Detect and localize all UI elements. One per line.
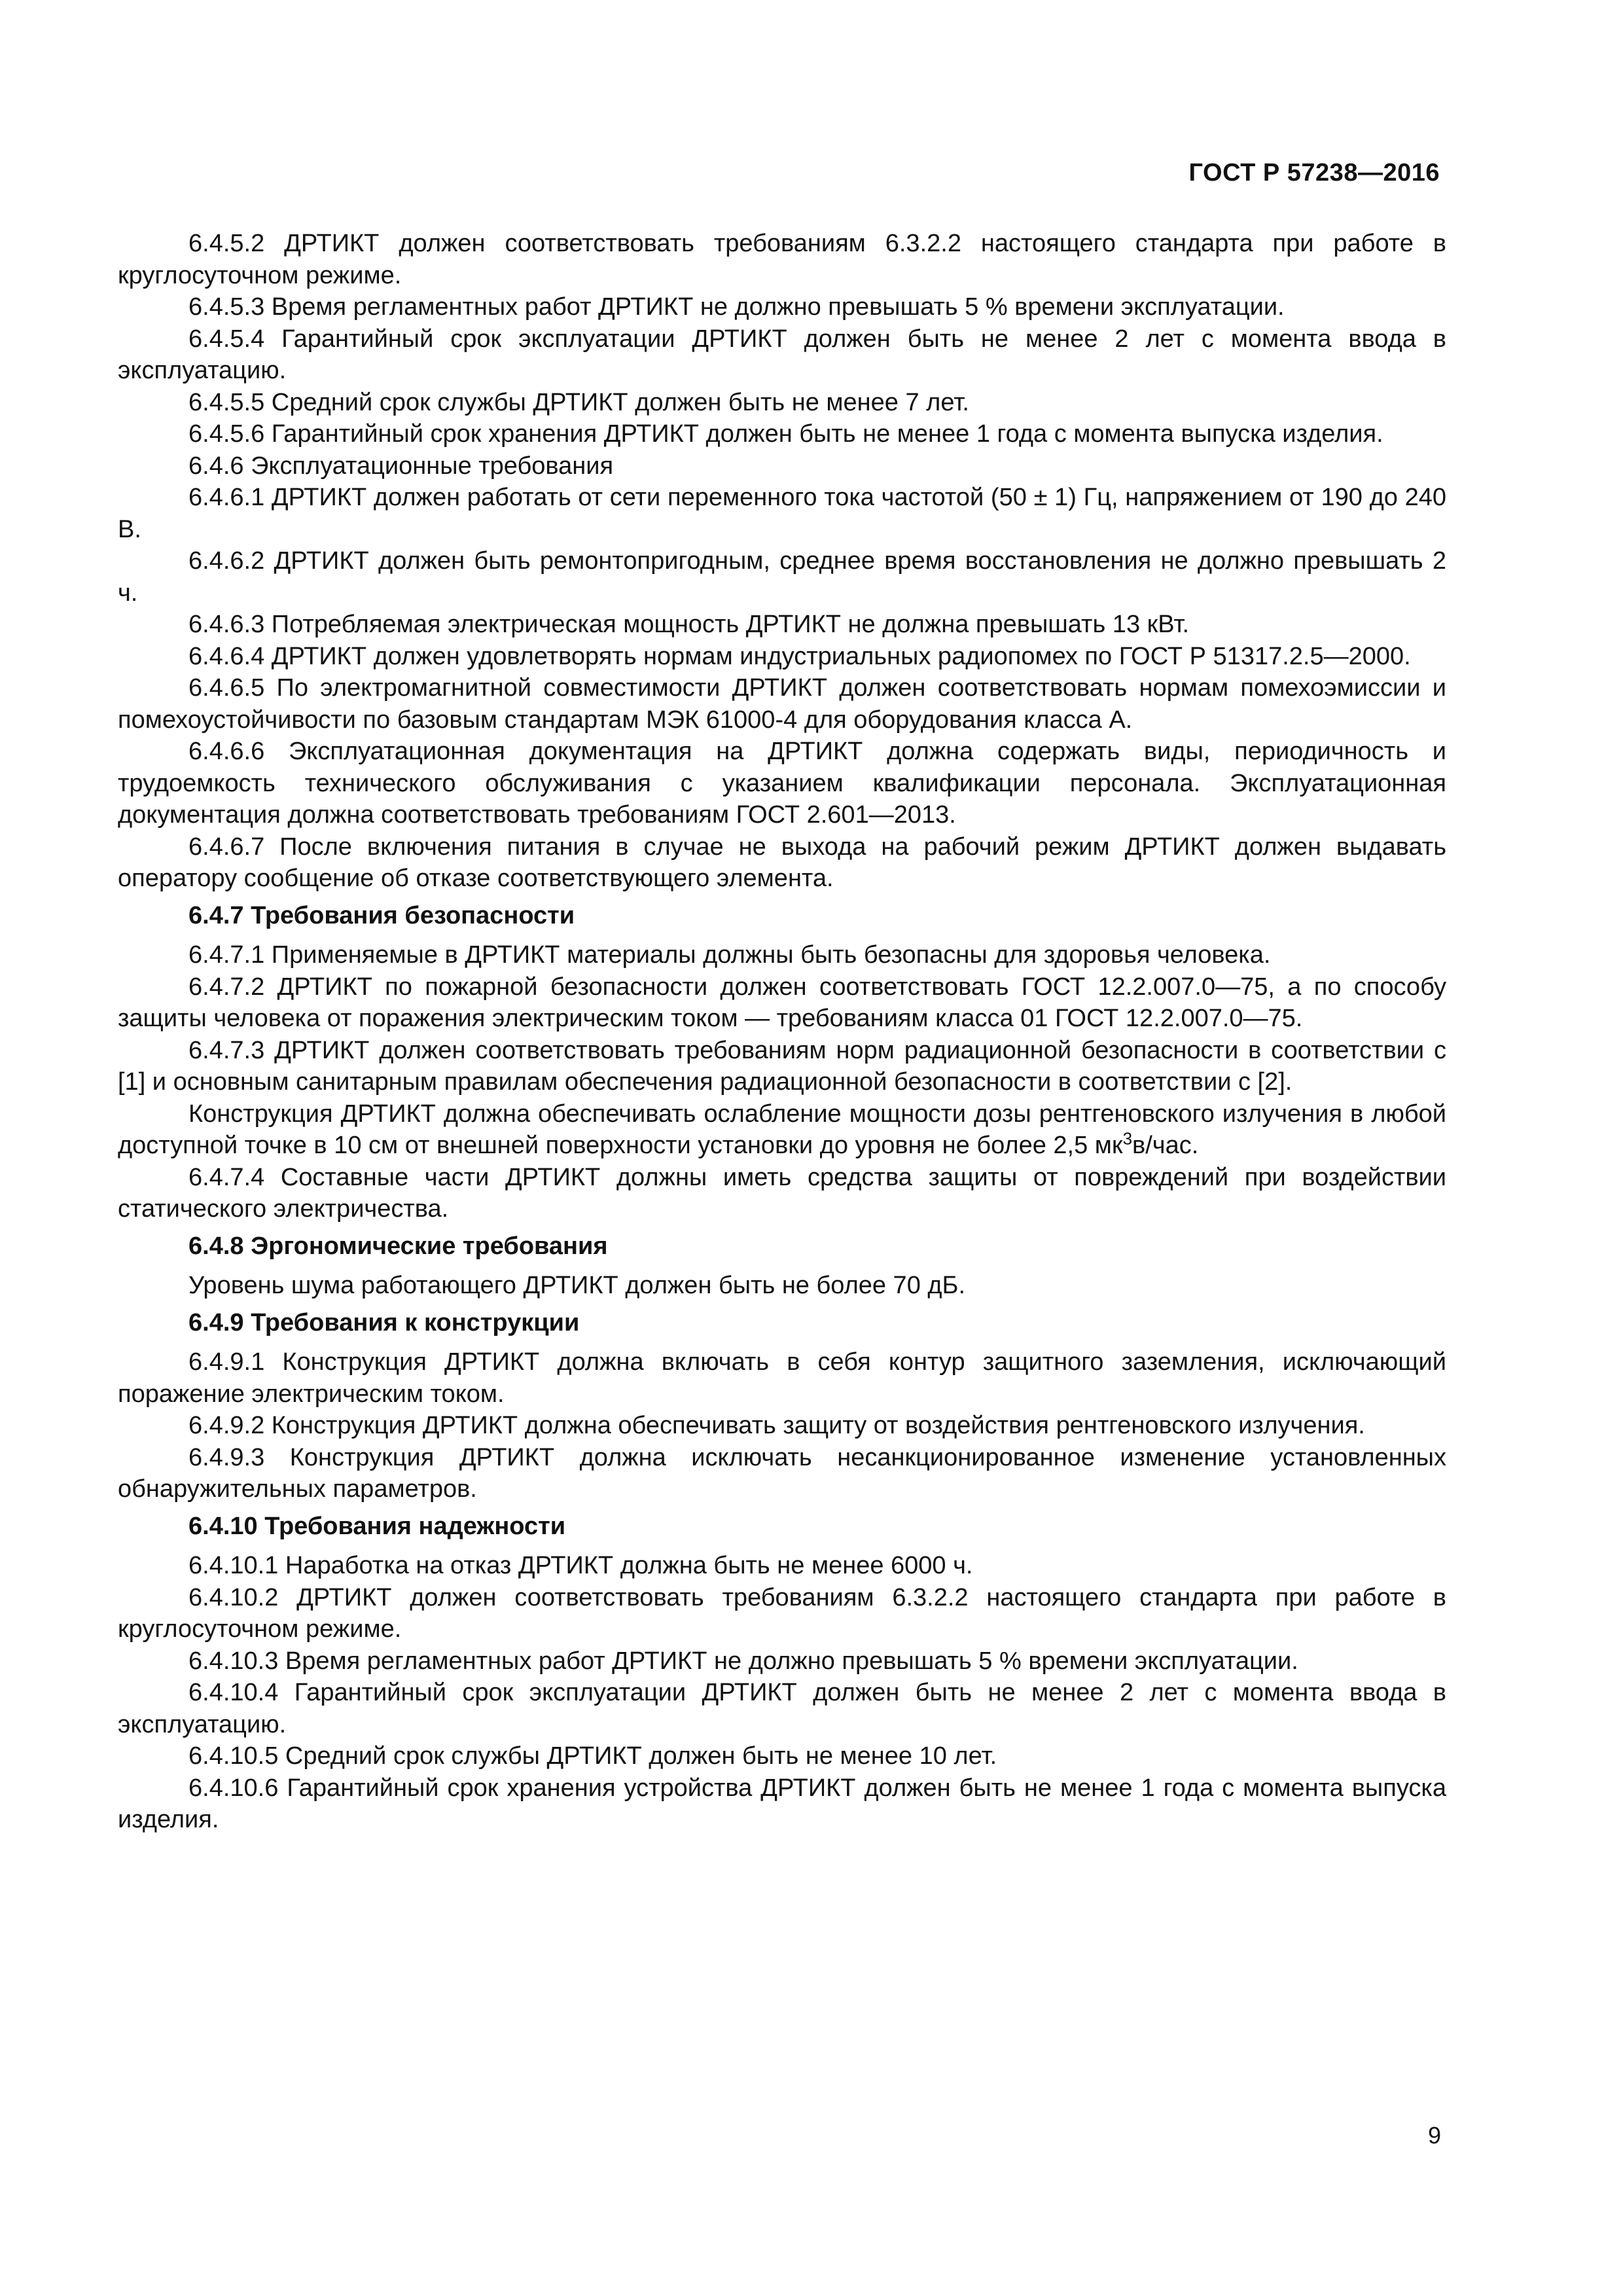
clause-6-4-6-5: 6.4.6.5 По электромагнитной совместимости ДРТИКТ должен соответствовать нормам помехоэмиссии и помехоустойчивости по базовым стандартам МЭК 61000-4 для оборудования класса А. [118,674,1446,734]
clause-6-4-6-4: 6.4.6.4 ДРТИКТ должен удовлетворять нормам индустриальных радиопомех по ГОСТ Р 51317.2.5—2000. [188,642,1411,670]
clause-6-4-10-6: 6.4.10.6 Гарантийный срок хранения устройства ДРТИКТ должен быть не менее 1 года с момента выпуска изделия. [118,1774,1446,1833]
clause-6-4-6-6: 6.4.6.6 Эксплуатационная документация на ДРТИКТ должна содержать виды, периодичность и трудоемкость технического обслуживания с указанием квалификации персонала. Эксплуатационная документация должна соответствовать требованиям ГОСТ 2.601—2013. [118,738,1446,829]
clause-6-4-6-1: 6.4.6.1 ДРТИКТ должен работать от сети переменного тока частотой (50 ± 1) Гц, напряжением от 190 до 240 В. [118,484,1446,543]
section-heading-safety: 6.4.7 Требования безопасности [188,901,575,929]
clause-6-4-10-5: 6.4.10.5 Средний срок службы ДРТИКТ должен быть не менее 10 лет. [188,1742,997,1770]
clause-6-4-7-4: 6.4.7.4 Составные части ДРТИКТ должны иметь средства защиты от повреждений при воздействии статического электричества. [118,1163,1446,1223]
clause-6-4-7-2: 6.4.7.2 ДРТИКТ по пожарной безопасности должен соответствовать ГОСТ 12.2.007.0—75, а по способу защиты человека от поражения электрическим током — требованиям класса 01 ГОСТ 12.2.007.0—75. [118,973,1446,1032]
clause-6-4-5-4: 6.4.5.4 Гарантийный срок эксплуатации ДРТИКТ должен быть не менее 2 лет с момента ввода в эксплуатацию. [118,325,1446,384]
standard-designation: ГОСТ Р 57238—2016 [1188,159,1440,187]
clause-6-4-7-1: 6.4.7.1 Применяемые в ДРТИКТ материалы должны быть безопасны для здоровья человека. [188,941,1271,969]
clause-6-4-6-title: 6.4.6 Эксплуатационные требования [188,452,614,480]
section-heading-reliability: 6.4.10 Требования надежности [188,1512,566,1540]
clause-6-4-9-1: 6.4.9.1 Конструкция ДРТИКТ должна включать в себя контур защитного заземления, исключающий поражение электрическим током. [118,1348,1446,1408]
section-heading-ergonomics: 6.4.8 Эргономические требования [188,1232,608,1260]
clause-6-4-7-3: 6.4.7.3 ДРТИКТ должен соответствовать требованиям норм радиационной безопасности в соответствии с [1] и основным санитарным правилам обеспечения радиационной безопасности в соответствии с [2]. [118,1036,1446,1096]
clause-6-4-10-1: 6.4.10.1 Наработка на отказ ДРТИКТ должна быть не менее 6000 ч. [188,1552,973,1579]
section-heading-construction: 6.4.9 Требования к конструкции [188,1308,580,1336]
radiation-dose-requirement [118,1098,1446,1162]
clause-6-4-10-4: 6.4.10.4 Гарантийный срок эксплуатации ДРТИКТ должен быть не менее 2 лет с момента ввода в эксплуатацию. [118,1679,1446,1738]
page-number: 9 [1427,2122,1441,2149]
radiation-superscript: 3 [1122,1128,1133,1149]
radiation-text-after: в/час. [1132,1132,1199,1159]
radiation-text-before: Конструкция ДРТИКТ должна обеспечивать ослабление мощности дозы рентгеновского излучения в любой доступной точке в 10 см от внешней поверхности установки до уровня не более 2,5 мк [118,1100,1446,1159]
clause-6-4-6-7: 6.4.6.7 После включения питания в случае не выхода на рабочий режим ДРТИКТ должен выдавать оператору сообщение об отказе соответствующего элемента. [118,833,1446,892]
clause-6-4-6-3: 6.4.6.3 Потребляемая электрическая мощность ДРТИКТ не должна превышать 13 кВт. [188,611,1190,638]
clause-6-4-9-2: 6.4.9.2 Конструкция ДРТИКТ должна обеспечивать защиту от воздействия рентгеновского излучения. [188,1412,1365,1439]
clause-6-4-10-2: 6.4.10.2 ДРТИКТ должен соответствовать требованиям 6.3.2.2 настоящего стандарта при работе в круглосуточном режиме. [118,1583,1446,1643]
clause-6-4-9-3: 6.4.9.3 Конструкция ДРТИКТ должна исключать несанкционированное изменение установленных обнаружительных параметров. [118,1443,1446,1503]
clause-6-4-5-6: 6.4.5.6 Гарантийный срок хранения ДРТИКТ должен быть не менее 1 года с момента выпуска изделия. [188,420,1383,448]
clause-6-4-5-3: 6.4.5.3 Время регламентных работ ДРТИКТ не должно превышать 5 % времени эксплуатации. [188,293,1285,321]
clause-6-4-5-2: 6.4.5.2 ДРТИКТ должен соответствовать требованиям 6.3.2.2 настоящего стандарта при работе в круглосуточном режиме. [118,230,1446,289]
noise-level-requirement: Уровень шума работающего ДРТИКТ должен быть не более 70 дБ. [188,1272,966,1299]
document-body [118,228,1446,1836]
clause-6-4-6-2: 6.4.6.2 ДРТИКТ должен быть ремонтопригодным, среднее время восстановления не должно превышать 2 ч. [118,547,1446,607]
clause-6-4-5-5: 6.4.5.5 Средний срок службы ДРТИКТ должен быть не менее 7 лет. [188,388,969,416]
clause-6-4-10-3: 6.4.10.3 Время регламентных работ ДРТИКТ не должно превышать 5 % времени эксплуатации. [188,1647,1298,1675]
